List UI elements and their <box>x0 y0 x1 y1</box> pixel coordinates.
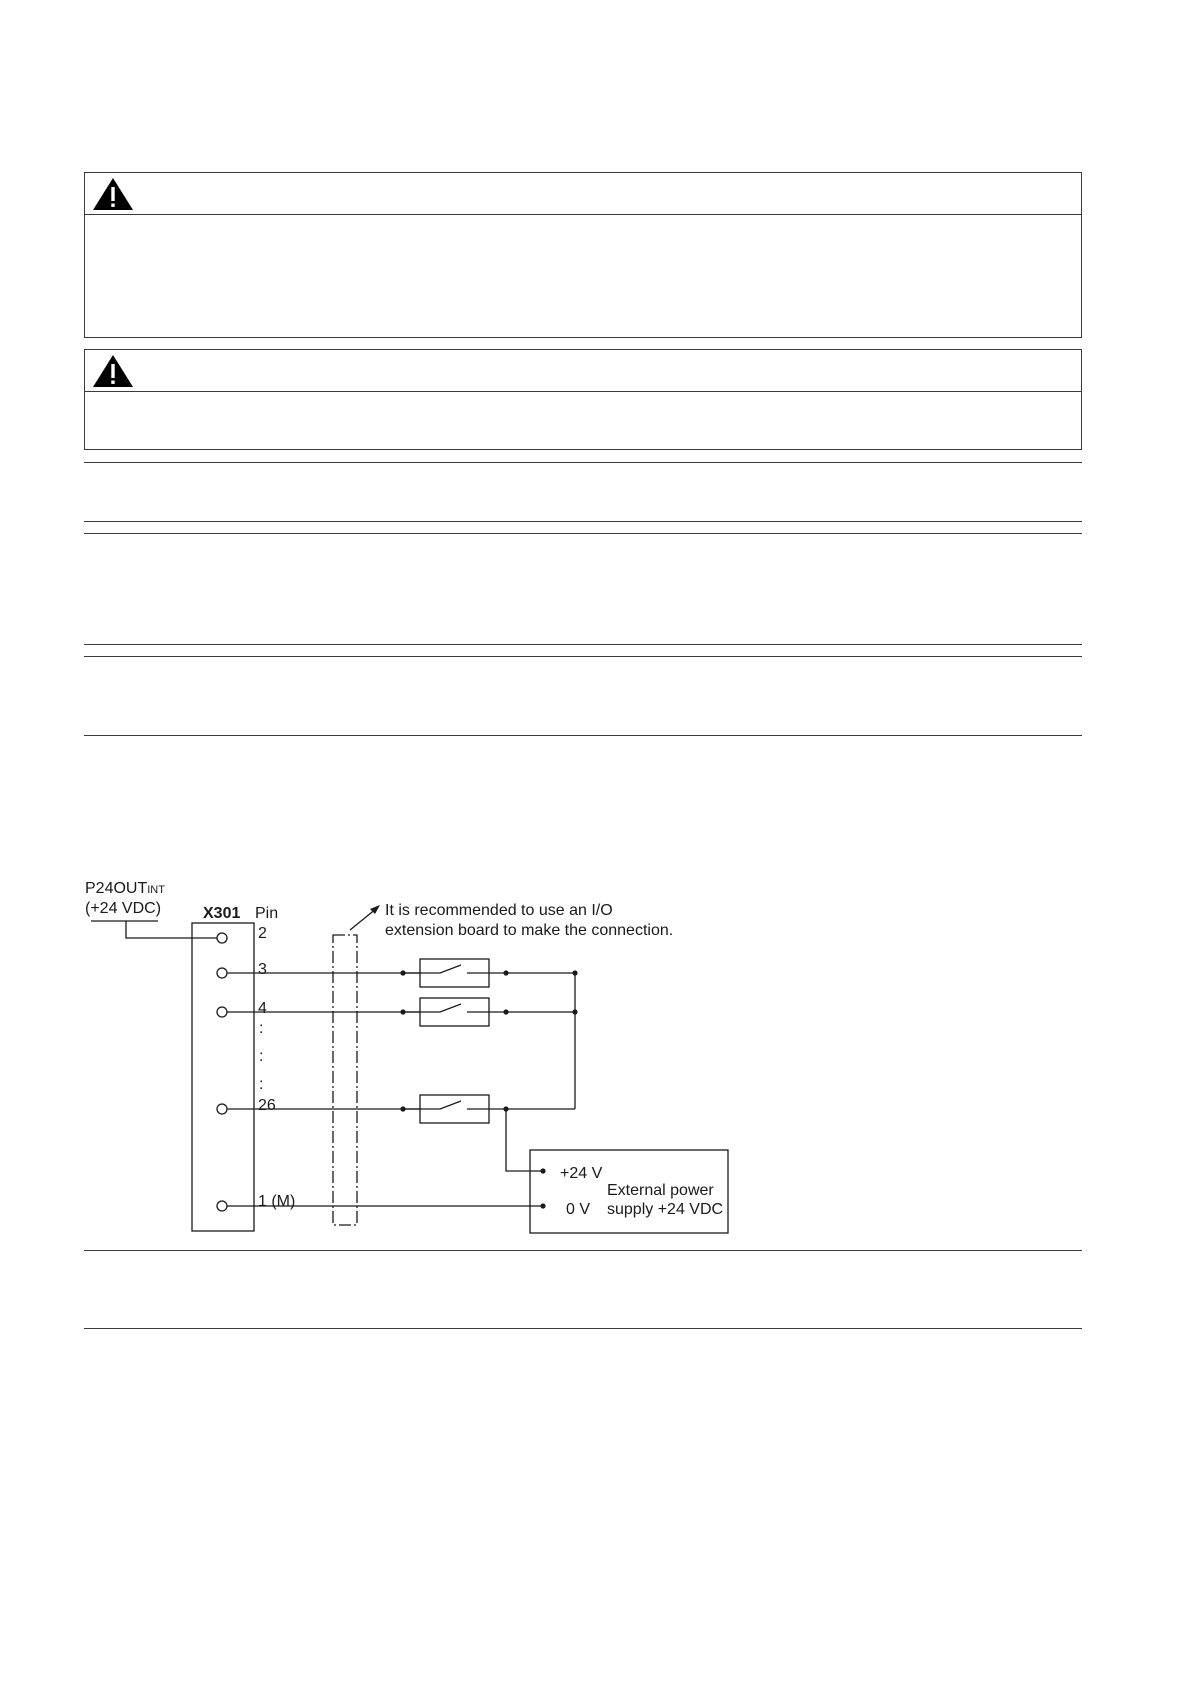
pin-label: : <box>259 1076 264 1093</box>
pin-label: : <box>259 1020 264 1037</box>
psu-name: supply +24 VDC <box>607 1201 724 1218</box>
pin-label: 4 <box>258 1000 267 1017</box>
note-text: It is recommended to use an I/O <box>385 902 613 919</box>
supply-voltage-label: (+24 VDC) <box>85 900 162 917</box>
psu-name: External power <box>607 1182 714 1199</box>
pin-label: 3 <box>258 961 267 978</box>
supply-label: P24OUTINT <box>85 880 165 897</box>
note-text: extension board to make the connection. <box>385 922 674 939</box>
psu-zero-label: 0 V <box>566 1201 591 1218</box>
pin-header: Pin <box>255 905 279 922</box>
pin-label: 2 <box>258 925 267 942</box>
pin-label: : <box>259 1048 264 1065</box>
pin-label: 1 (M) <box>258 1193 296 1210</box>
connector-name: X301 <box>203 905 241 922</box>
psu-plus-label: +24 V <box>560 1165 603 1182</box>
pin-label: 26 <box>258 1097 276 1114</box>
